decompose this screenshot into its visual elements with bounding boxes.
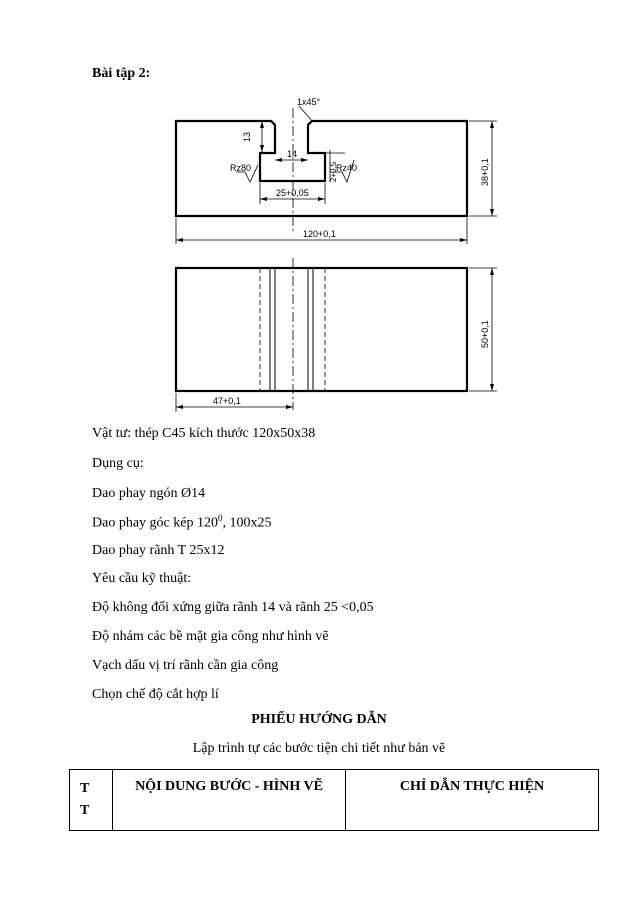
dim-width-label: 50+0,1 <box>480 320 490 348</box>
roughness-right-label: Rz40 <box>336 163 358 173</box>
header-instructions: CHỈ DẪN THỰC HIỆN <box>346 770 599 831</box>
table-header-row <box>70 770 599 831</box>
dim-t-width-label: 25+0,05 <box>276 188 309 198</box>
dim-offset-label: 47+0,1 <box>213 396 241 406</box>
tool-end-mill: Dao phay ngón Ø14 <box>92 486 206 501</box>
tool-angle-degree: 0 <box>217 513 223 523</box>
tools-heading: Dụng cụ: <box>92 456 144 471</box>
roughness-left-label: Rz80 <box>230 163 252 173</box>
requirements-heading: Yêu cầu kỹ thuật: <box>92 571 192 586</box>
exercise-heading: Bài tập 2: <box>92 66 151 81</box>
technical-drawing <box>0 0 638 420</box>
front-view-outline <box>176 121 467 216</box>
req-roughness: Độ nhám các bề mặt gia công như hình vẽ <box>92 629 329 644</box>
tool-angle-prefix: Dao phay góc kép 120 <box>92 515 218 531</box>
top-view <box>176 258 497 412</box>
dim-length-label: 120+0,1 <box>303 229 336 239</box>
dim-chamfer-label: 1x45° <box>297 97 321 107</box>
dim-depth-label: 13 <box>242 131 252 142</box>
header-step-number: T T <box>70 770 113 831</box>
guide-subtitle: Lập trình tự các bước tiện chi tiết như bản vẽ <box>192 741 446 756</box>
header-step-content: NỘI DUNG BƯỚC - HÌNH VẼ <box>113 770 346 831</box>
tool-t-slot: Dao phay rãnh T 25x12 <box>92 543 225 558</box>
dim-height-label: 38+0,1 <box>480 158 490 186</box>
req-symmetry: Độ không đối xứng giữa rãnh 14 và rãnh 25 <0,05 <box>92 600 374 615</box>
dim-slot-width-label: 14 <box>287 149 298 159</box>
req-cutting: Chọn chế độ cắt hợp lí <box>92 687 219 702</box>
tool-angle-cutter <box>92 513 271 532</box>
material-line: Vật tư: thép C45 kích thước 120x50x38 <box>92 426 316 441</box>
req-marking: Vạch dấu vị trí rãnh cần gia công <box>92 658 279 673</box>
tool-angle-suffix: , 100x25 <box>222 515 272 531</box>
guide-title: PHIẾU HƯỚNG DẪN <box>251 712 387 727</box>
top-arrows <box>176 268 494 409</box>
guide-table <box>69 769 599 831</box>
top-view-outline <box>176 268 467 391</box>
dim-small-label: 2+0,5 <box>329 161 338 182</box>
